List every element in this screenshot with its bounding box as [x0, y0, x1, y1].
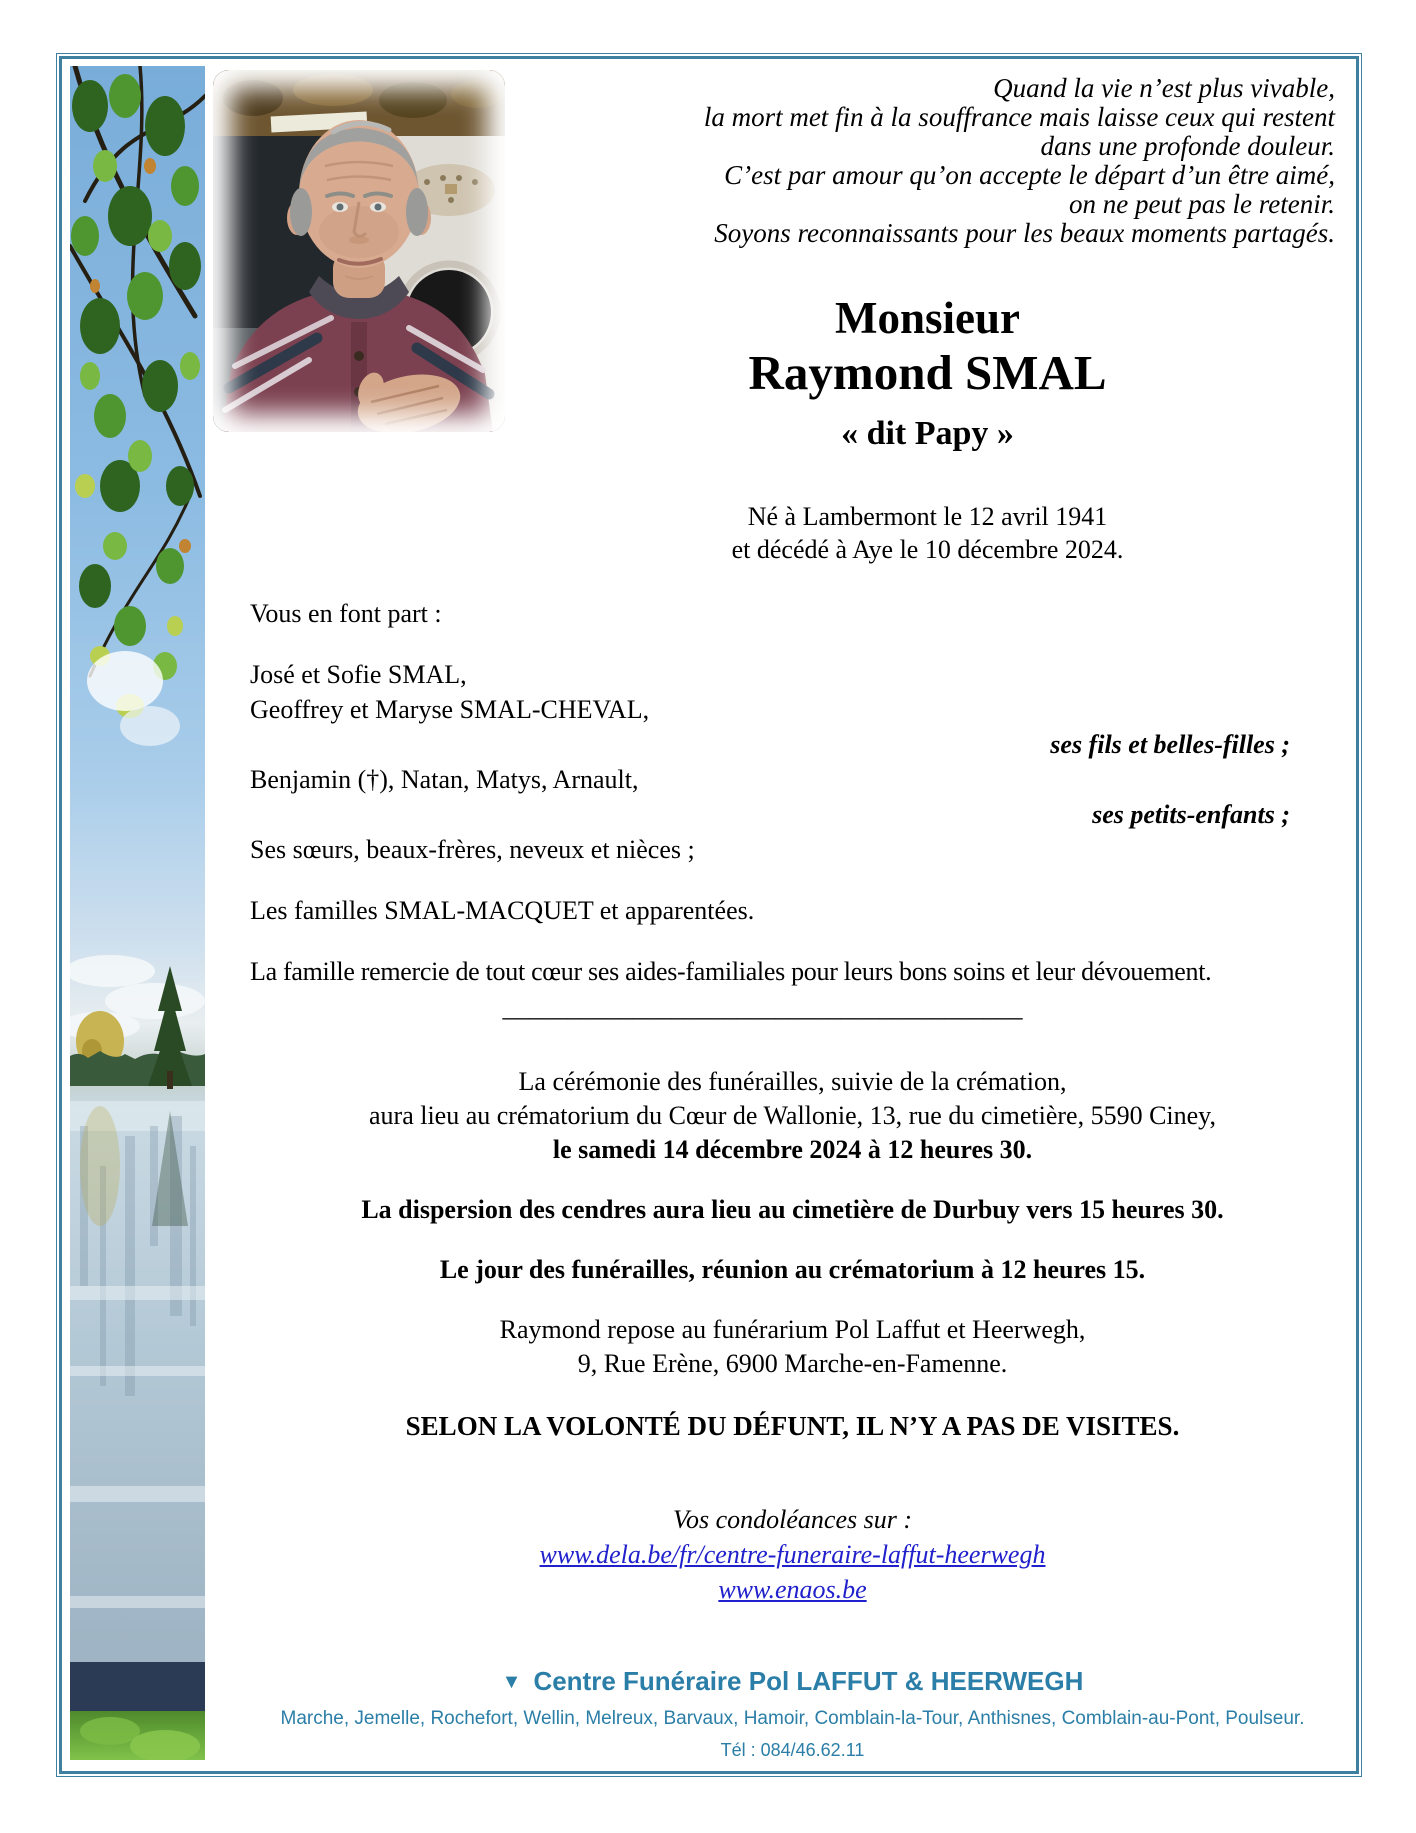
memorial-poem [250, 74, 1335, 248]
ceremony-date-line: le samedi 14 décembre 2024 à 12 heures 30. [552, 1135, 1033, 1164]
condolences-section [250, 1503, 1335, 1607]
triangle-down-icon: ▼ [501, 1671, 522, 1693]
family-role-label: ses petits-enfants ; [1092, 800, 1290, 829]
funeral-home-cities: Marche, Jemelle, Rochefort, Wellin, Melreux, Barvaux, Hamoir, Comblain-la-Tour, Anthisnes, Comblain-au-Pont, Poulseur. [280, 1708, 1305, 1729]
section-divider: ________________________________________ [502, 993, 1023, 1022]
poem-line: la mort met fin à la souffrance mais laisse ceux qui restent [703, 102, 1335, 132]
poem-line: on ne peut pas le retenir. [1069, 189, 1335, 219]
deceased-title: Monsieur [835, 293, 1020, 343]
nature-photo-strip [70, 66, 205, 1760]
repose-line: Raymond repose au funérarium Pol Laffut et Heerwegh, [499, 1315, 1086, 1344]
ceremony-line: La cérémonie des funérailles, suivie de la crémation, [518, 1067, 1067, 1096]
reunion-line: Le jour des funérailles, réunion au crématorium à 12 heures 15. [439, 1255, 1146, 1284]
ceremony-details [250, 1065, 1335, 1167]
condolences-label: Vos condoléances sur : [672, 1505, 912, 1534]
poem-line: C’est par amour qu’on accepte le départ d’un être aimé, [724, 160, 1335, 190]
family-line: Les familles SMAL-MACQUET et apparentées. [250, 896, 755, 925]
death-line: et décédé à Aye le 10 décembre 2024. [731, 535, 1124, 564]
announcement-body [205, 60, 1360, 1762]
ceremony-line: aura lieu au crématorium du Cœur de Wallonie, 13, rue du cimetière, 5590 Ciney, [369, 1101, 1216, 1130]
family-line: Ses sœurs, beaux-frères, neveux et nièces ; [250, 835, 695, 864]
funeral-home-logo [250, 1665, 1335, 1700]
family-line: José et Sofie SMAL, [250, 660, 467, 689]
poem-line: dans une profonde douleur. [1040, 131, 1335, 161]
birth-line: Né à Lambermont le 12 avril 1941 [747, 502, 1108, 531]
thanks-line: La famille remercie de tout cœur ses aides-familiales pour leurs bons soins et leur dévouement. [250, 957, 1212, 986]
repose-line: 9, Rue Erène, 6900 Marche-en-Famenne. [577, 1349, 1008, 1378]
poem-line: Quand la vie n’est plus vivable, [993, 73, 1335, 103]
no-visits-line: SELON LA VOLONTÉ DU DÉFUNT, IL N’Y A PAS DE VISITES. [405, 1411, 1180, 1441]
family-line: Geoffrey et Maryse SMAL-CHEVAL, [250, 695, 650, 724]
dispersion-line: La dispersion des cendres aura lieu au cimetière de Durbuy vers 15 heures 30. [361, 1195, 1224, 1224]
family-role-label: ses fils et belles-filles ; [1050, 730, 1290, 759]
birth-death-dates [505, 500, 1350, 566]
funeral-home-phone: Tél : 084/46.62.11 [720, 1740, 865, 1760]
repose-details [250, 1313, 1335, 1381]
family-line: Benjamin (†), Natan, Matys, Arnault, [250, 765, 639, 794]
funeral-home-name: Centre Funéraire Pol LAFFUT & HEERWEGH [533, 1666, 1084, 1696]
deceased-nickname: « dit Papy » [841, 415, 1014, 452]
condolences-link-enaos[interactable]: www.enaos.be [718, 1575, 867, 1604]
intro-line: Vous en font part : [250, 599, 442, 628]
deceased-name: Raymond SMAL [748, 345, 1107, 400]
nature-photo-illustration [70, 66, 205, 1760]
condolences-link-dela[interactable]: www.dela.be/fr/centre-funeraire-laffut-heerwegh [539, 1540, 1046, 1569]
family-announcement [250, 596, 1335, 989]
funeral-home-footer [250, 1665, 1335, 1762]
poem-line: Soyons reconnaissants pour les beaux moments partagés. [714, 218, 1335, 248]
deceased-header [505, 292, 1350, 566]
